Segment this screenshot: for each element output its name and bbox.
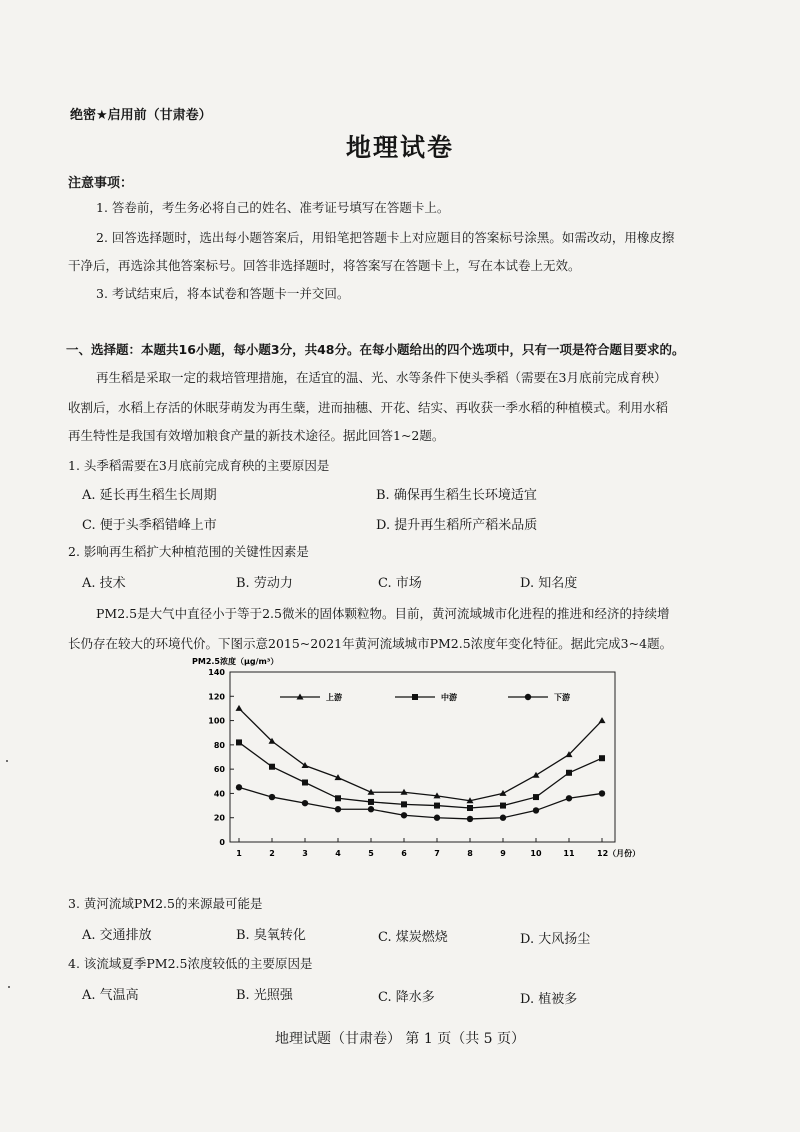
data-point-series-3 <box>335 806 341 812</box>
passage1-line-3: 再生特性是我国有效增加粮食产量的新技术途径。据此回答1~2题。 <box>68 428 445 443</box>
question-2-option-c: C. 市场 <box>378 576 422 591</box>
confidential-label: 绝密★启用前（甘肃卷） <box>70 108 212 123</box>
y-tick-label: 140 <box>208 668 225 677</box>
question-1-option-c: C. 便于头季稻错峰上市 <box>82 518 217 533</box>
passage2-line-1: PM2.5是大气中直径小于等于2.5微米的固体颗粒物。目前，黄河流域城市化进程的推进和经济的持续增 <box>96 606 670 621</box>
notice-heading: 注意事项： <box>68 176 134 191</box>
question-3-option-b: B. 臭氧转化 <box>236 928 306 943</box>
data-point-series-2 <box>335 795 341 801</box>
question-4-option-a: A. 气温高 <box>82 988 139 1003</box>
passage1-line-1: 再生稻是采取一定的栽培管理措施，在适宜的温、光、水等条件下使头季稻（需要在3月底前完成育秧） <box>96 370 667 385</box>
page-footer: 地理试题（甘肃卷） 第 1 页（共 5 页） <box>274 1031 526 1047</box>
y-tick-label: 20 <box>213 813 225 823</box>
chart-ylabel: PM2.5浓度（μg/m³） <box>192 657 279 666</box>
notice-item-1: 1. 答卷前，考生务必将自己的姓名、准考证号填写在答题卡上。 <box>96 200 450 215</box>
data-point-series-3 <box>269 794 275 800</box>
x-tick-label: 12（月份） <box>597 849 641 858</box>
question-2-option-b: B. 劳动力 <box>236 576 293 591</box>
question-4-option-c: C. 降水多 <box>378 990 435 1005</box>
data-point-series-3 <box>368 806 374 812</box>
pm25-line-chart <box>190 652 641 892</box>
data-point-series-3 <box>566 795 572 801</box>
series-group <box>236 705 606 822</box>
x-tick-label: 6 <box>401 849 407 858</box>
data-point-series-3 <box>401 812 407 818</box>
data-point-series-2 <box>533 794 539 800</box>
series-line-2 <box>239 742 602 808</box>
question-4-option-b: B. 光照强 <box>236 988 293 1003</box>
x-tick-label: 2 <box>269 849 275 858</box>
data-point-series-3 <box>302 800 308 806</box>
question-4-stem: 4. 该流域夏季PM2.5浓度较低的主要原因是 <box>68 956 313 971</box>
data-point-series-1 <box>599 717 606 723</box>
data-point-series-2 <box>434 803 440 809</box>
data-point-series-3 <box>599 790 605 796</box>
legend-label: 上游 <box>326 693 342 702</box>
question-3-option-c: C. 煤炭燃烧 <box>378 930 448 945</box>
data-point-series-2 <box>401 801 407 807</box>
data-point-series-2 <box>467 805 473 811</box>
question-3-option-a: A. 交通排放 <box>82 928 152 943</box>
data-point-series-2 <box>236 739 242 745</box>
question-3-stem: 3. 黄河流域PM2.5的来源最可能是 <box>68 896 263 911</box>
passage1-line-2: 收割后，水稻上存活的休眠芽萌发为再生蘖，进而抽穗、开花、结实、再收获一季水稻的种植模式。利用水稻 <box>68 400 669 415</box>
question-2-option-d: D. 知名度 <box>520 576 578 591</box>
legend-label: 中游 <box>441 693 457 702</box>
notice-item-2-cont: 干净后，再选涂其他答案标号。回答非选择题时，将答案写在答题卡上，写在本试卷上无效。 <box>68 258 581 273</box>
data-point-series-3 <box>467 816 473 822</box>
series-line-3 <box>239 787 602 819</box>
y-tick-label: 0 <box>219 838 225 847</box>
question-2-stem: 2. 影响再生稻扩大种植范围的关键性因素是 <box>68 544 309 559</box>
data-point-series-1 <box>533 772 540 778</box>
x-tick-label: 11 <box>563 849 575 858</box>
y-tick-label: 100 <box>208 716 225 726</box>
x-tick-label: 3 <box>302 849 308 858</box>
page-title: 地理试卷 <box>345 133 454 162</box>
legend-label: 下游 <box>554 693 570 702</box>
data-point-series-2 <box>599 755 605 761</box>
scan-speck <box>6 760 8 762</box>
x-tick-label: 9 <box>500 849 506 858</box>
data-point-series-2 <box>302 780 308 786</box>
x-tick-label: 10 <box>530 849 542 858</box>
data-point-series-1 <box>500 790 507 796</box>
data-point-series-3 <box>500 815 506 821</box>
y-tick-label: 120 <box>208 692 225 702</box>
chart-legend <box>280 692 570 702</box>
x-tick-label: 1 <box>236 849 242 858</box>
question-1-option-a: A. 延长再生稻生长周期 <box>82 488 217 503</box>
data-point-series-3 <box>533 807 539 813</box>
y-tick-label: 40 <box>213 789 225 799</box>
question-1-option-b: B. 确保再生稻生长环境适宜 <box>376 488 537 503</box>
y-tick-label: 80 <box>213 740 225 750</box>
series-line-1 <box>239 708 602 800</box>
section-heading: 一、选择题：本题共16小题，每小题3分，共48分。在每小题给出的四个选项中，只有一项是符合题目要求的。 <box>66 342 685 357</box>
scan-speck <box>8 986 10 988</box>
data-point-series-2 <box>500 803 506 809</box>
x-tick-label: 7 <box>434 849 440 858</box>
question-2-option-a: A. 技术 <box>82 576 126 591</box>
x-tick-label: 8 <box>467 849 473 858</box>
legend-marker <box>525 694 531 700</box>
notice-item-2: 2. 回答选择题时，选出每小题答案后，用铅笔把答题卡上对应题目的答案标号涂黑。如需改动，用橡皮擦 <box>96 230 675 245</box>
data-point-series-2 <box>269 764 275 770</box>
x-axis <box>236 838 640 858</box>
question-4-option-d: D. 植被多 <box>520 992 578 1007</box>
x-tick-label: 4 <box>335 849 341 858</box>
y-tick-label: 60 <box>213 765 225 775</box>
notice-item-3: 3. 考试结束后，将本试卷和答题卡一并交回。 <box>96 286 350 301</box>
data-point-series-3 <box>236 784 242 790</box>
data-point-series-3 <box>434 815 440 821</box>
data-point-series-2 <box>368 799 374 805</box>
question-1-option-d: D. 提升再生稻所产稻米品质 <box>376 518 538 533</box>
question-3-option-d: D. 大风扬尘 <box>520 932 591 947</box>
question-1-stem: 1. 头季稻需要在3月底前完成育秧的主要原因是 <box>68 458 330 473</box>
legend-marker <box>412 694 418 700</box>
data-point-series-2 <box>566 770 572 776</box>
data-point-series-1 <box>236 705 243 711</box>
passage2-line-2: 长仍存在较大的环境代价。下图示意2015~2021年黄河流域城市PM2.5浓度年变化特征。据此完成3~4题。 <box>68 636 673 651</box>
x-tick-label: 5 <box>368 849 374 858</box>
